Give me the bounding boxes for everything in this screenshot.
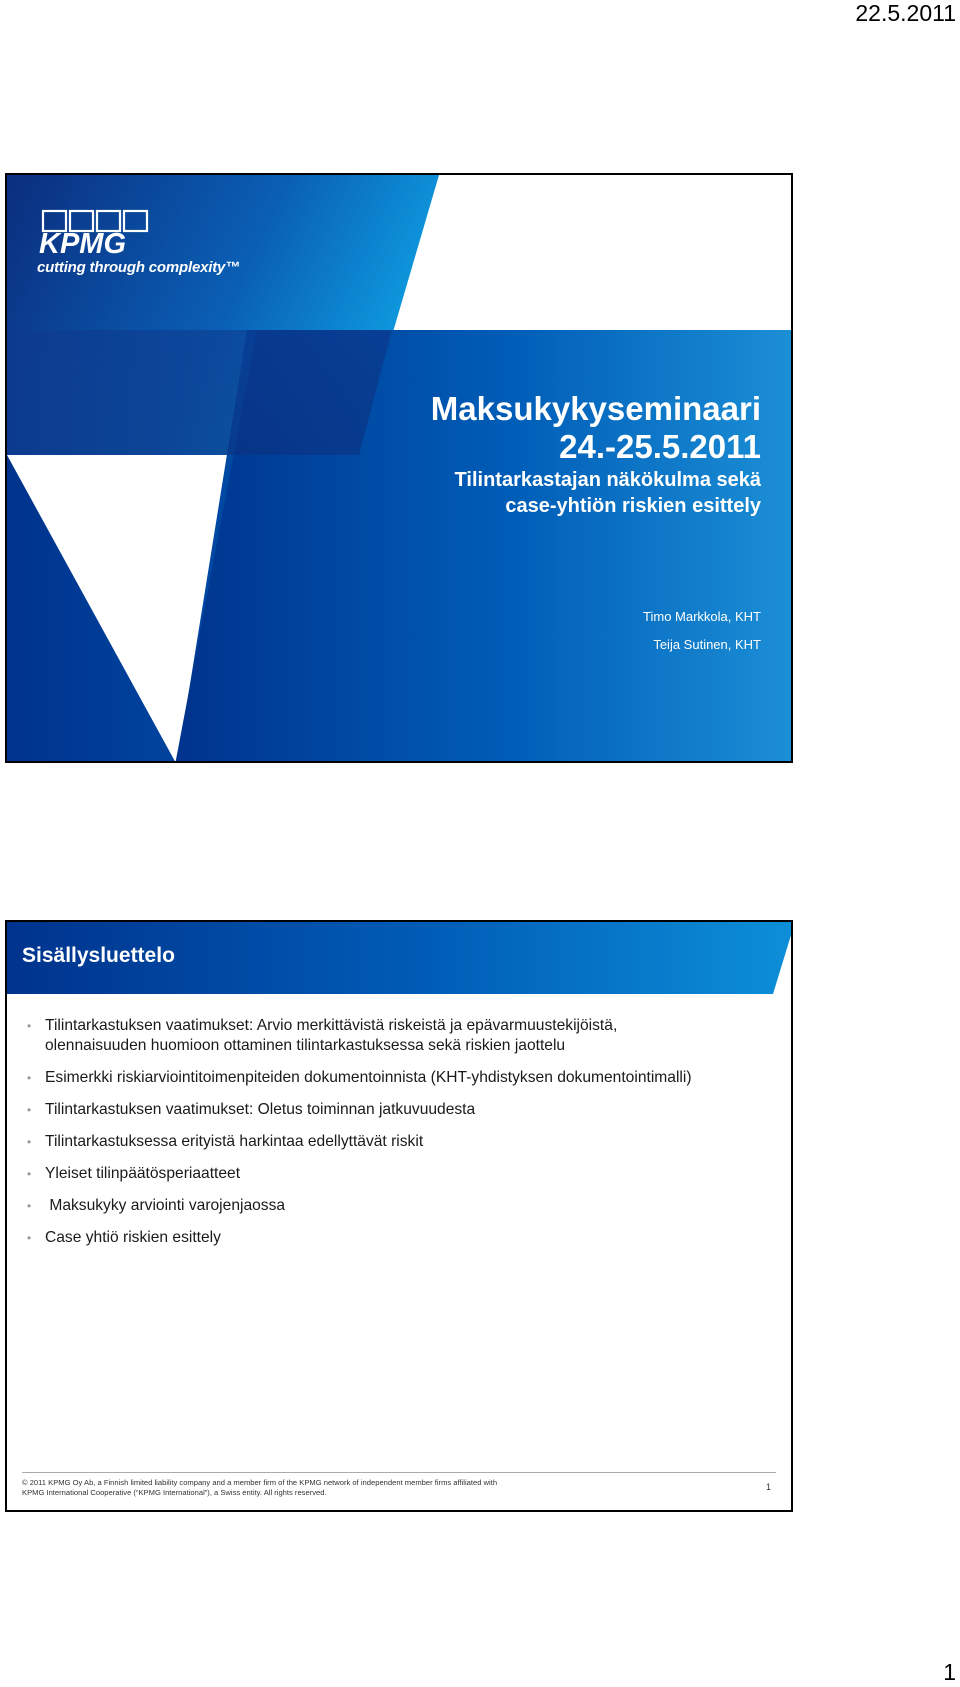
author-2: Teija Sutinen, KHT (653, 637, 761, 652)
toc-item-line-1: Esimerkki riskiarviointitoimenpiteiden dokumentoinnista (KHT-yhdistyksen dokumentointimalli) (45, 1069, 692, 1086)
bullet-icon: • (27, 1019, 32, 1033)
slide-number: 1 (765, 1482, 771, 1492)
logo-tagline: cutting through complexity™ (37, 259, 240, 276)
footer-copyright (22, 1478, 582, 1498)
toc-item (25, 1228, 785, 1248)
toc-item (25, 1164, 785, 1184)
toc-item-line-1: Yleiset tilinpäätösperiaatteet (45, 1165, 241, 1182)
logo-wordmark: KPMG (39, 228, 126, 257)
title-slide (5, 173, 793, 763)
toc-item-line-1: Case yhtiö riskien esittely (45, 1229, 221, 1246)
toc-item (25, 1132, 785, 1152)
slide-title (261, 390, 761, 466)
title-line-2: 24.-25.5.2011 (559, 428, 761, 465)
toc-item (25, 1068, 785, 1088)
toc-item-line-1: Tilintarkastuksen vaatimukset: Oletus toiminnan jatkuvuudesta (45, 1101, 476, 1118)
toc-item-line-2: olennaisuuden huomioon ottaminen tilintarkastuksessa sekä riskien jaottelu (45, 1037, 566, 1054)
toc-item (25, 1016, 785, 1056)
bullet-icon: • (27, 1135, 32, 1149)
subtitle-line-2: case-yhtiön riskien esittely (505, 495, 761, 517)
bullet-icon: • (27, 1199, 32, 1213)
toc-item (25, 1100, 785, 1120)
kpmg-logo-icon (37, 209, 153, 257)
toc-item-line-1: Tilintarkastuksen vaatimukset: Arvio merkittävistä riskeistä ja epävarmuustekijöistä, (45, 1017, 618, 1034)
bullet-icon: • (27, 1231, 32, 1245)
toc-title: Sisällysluettelo (22, 944, 175, 967)
kpmg-logo (37, 209, 257, 279)
bullet-icon: • (27, 1103, 32, 1117)
author-1: Timo Markkola, KHT (643, 609, 761, 624)
toc-list (25, 1016, 785, 1260)
footer-divider (22, 1472, 776, 1473)
toc-item-line-1: Tilintarkastuksessa erityistä harkintaa edellyttävät riskit (45, 1133, 424, 1150)
toc-slide (5, 920, 793, 1512)
footer-line-1: © 2011 KPMG Oy Ab, a Finnish limited liability company and a member firm of the KPMG network of independent member firms affiliated with (22, 1478, 498, 1487)
bullet-icon: • (27, 1167, 32, 1181)
toc-item-line-1: Maksukyky arviointi varojenjaossa (45, 1197, 286, 1214)
subtitle-line-1: Tilintarkastajan näkökulma sekä (454, 469, 761, 491)
bullet-icon: • (27, 1071, 32, 1085)
title-line-1: Maksukykyseminaari (430, 390, 761, 427)
footer-line-2: KPMG International Cooperative (“KPMG International”), a Swiss entity. All rights reserved. (22, 1488, 327, 1497)
page-date: 22.5.2011 (855, 0, 956, 26)
toc-item (25, 1196, 785, 1216)
slide-subtitle (261, 467, 761, 519)
page-number: 1 (943, 1659, 956, 1685)
